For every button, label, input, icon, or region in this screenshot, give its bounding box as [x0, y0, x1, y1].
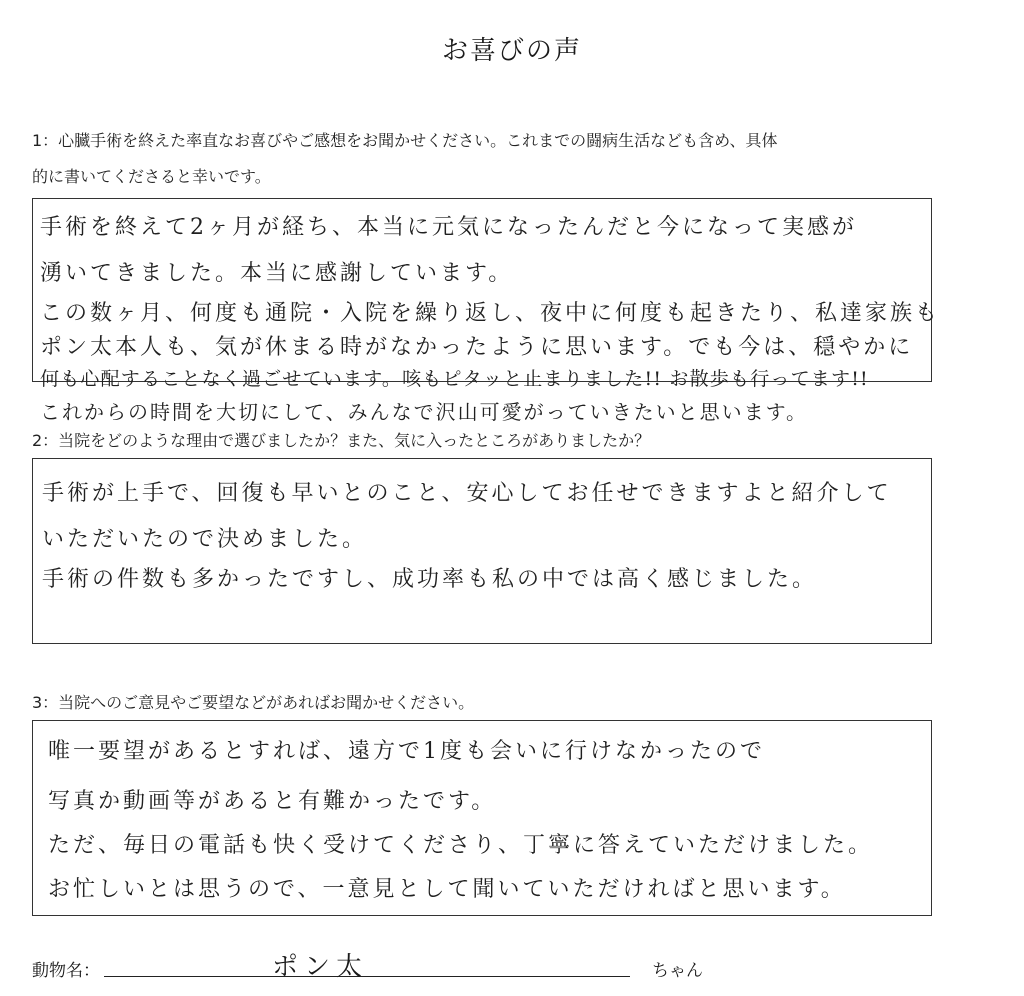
animal-name-value: ポン太: [272, 952, 369, 982]
answer-1-line: この数ヶ月、何度も通院・入院を繰り返し、夜中に何度も起きたり、私達家族も: [40, 301, 941, 326]
question-1-line-2: 的に書いてくださると幸いです。: [32, 167, 271, 186]
question-2-line-1: 2：当院をどのような理由で選びましたか？また、気に入ったところがありましたか？: [32, 431, 651, 450]
answer-1-line: 手術を終えて2ヶ月が経ち、本当に元気になったんだと今になって実感が: [40, 215, 857, 240]
page-title: お喜びの声: [441, 36, 582, 66]
answer-1-line: これからの時間を大切にして、みんなで沢山可愛がっていきたいと思います。: [40, 400, 808, 424]
answer-2-line: 手術の件数も多かったですし、成功率も私の中では高く感じました。: [42, 567, 818, 592]
question-1-line-1: 1：心臓手術を終えた率直なお喜びやご感想をお聞かせください。これまでの闘病生活なども含め、具体: [32, 131, 778, 150]
answer-1-line: 湧いてきました。本当に感謝しています。: [40, 261, 514, 286]
answer-2-line: いただいたので決めました。: [42, 527, 368, 552]
answer-1-line: ポン太本人も、気が休まる時がなかったように思います。でも今は、穏やかに: [40, 335, 914, 360]
question-3-line-1: 3：当院へのご意見やご要望などがあればお聞かせください。: [32, 693, 475, 712]
answer-3-line: ただ、毎日の電話も快く受けてくださり、丁寧に答えていただけました。: [48, 833, 874, 858]
answer-2-line: 手術が上手で、回復も早いとのこと、安心してお任せできますよと紹介して: [42, 481, 892, 506]
answer-3-line: 唯一要望があるとすれば、遠方で1度も会いに行けなかったので: [48, 739, 765, 764]
answer-3-line: 写真か動画等があると有難かったです。: [48, 789, 497, 814]
answer-3-line: お忙しいとは思うので、一意見として聞いていただければと思います。: [48, 877, 846, 902]
animal-name-label: 動物名：: [32, 961, 100, 981]
animal-name-suffix: ちゃん: [652, 961, 703, 981]
answer-1-line: 何も心配することなく過ごせています。咳もピタッと止まりました!! お散歩も行ってます!!: [40, 368, 869, 390]
